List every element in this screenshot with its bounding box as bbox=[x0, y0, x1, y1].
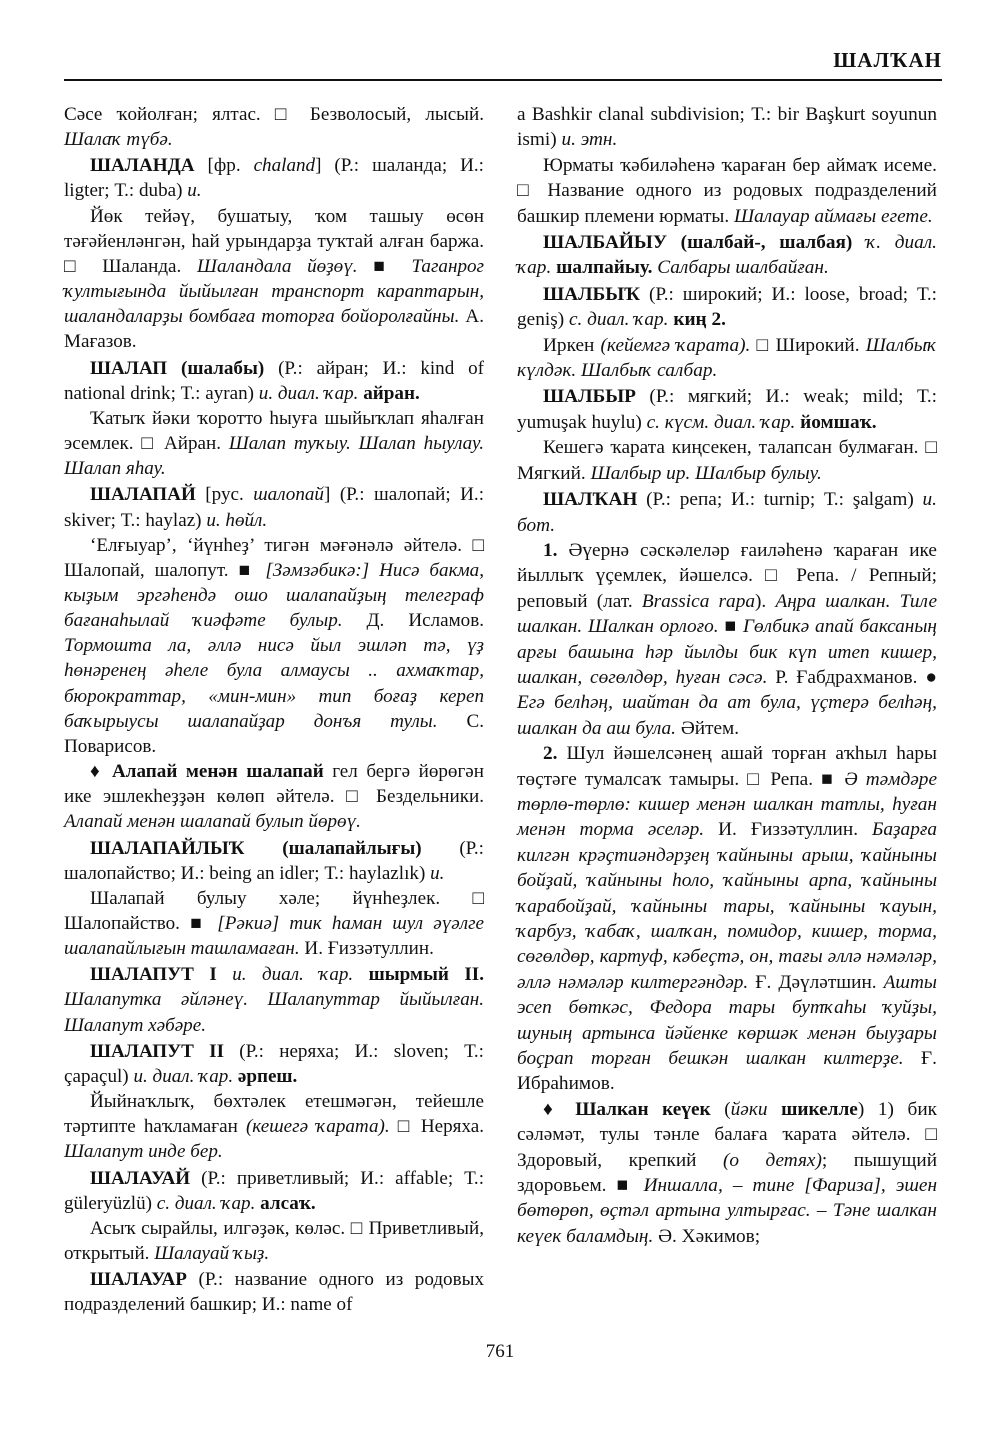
text-run: Йөк тейәү, бушатыу, ҡом ташыу өсөн тәғәйенләнгән, һай урындарҙа туҡтай алған баржа. □ Шаланда. bbox=[64, 205, 484, 277]
continued-paragraph bbox=[64, 102, 484, 152]
definition-paragraph bbox=[517, 741, 937, 1097]
bold-run: әрпеш. bbox=[233, 1065, 298, 1087]
text-run: Йыйнаҡлыҡ, бөхтәлек етешмәгән, тейешле тәртипте һаҡламаған bbox=[64, 1091, 484, 1138]
text-run: ] (Р.: шаланда; И.: ligter; Т.: duba) bbox=[64, 155, 484, 202]
italic-run: Таганрог ҡултығында йыйылған транспорт караптарын, шаландаларҙы бомбаға тоторға бойоролғайны. bbox=[64, 255, 484, 328]
italic-run: (кейемгә ҡарата). bbox=[600, 334, 751, 356]
headword: ШАЛАПАЙЛЫҠ (шалапайлығы) bbox=[90, 837, 422, 859]
dictionary-entry bbox=[517, 230, 937, 281]
text-run: Кешегә ҡарата киңсекен, талапсан булмаған. □ Мягкий. bbox=[517, 437, 937, 484]
bold-run: киң 2. bbox=[668, 309, 726, 331]
italic-run: Салбары шалбайған. bbox=[652, 257, 829, 279]
definition-paragraph bbox=[64, 759, 484, 834]
text-run: (Р.: название одного из родовых подразделений башкир; И.: name of bbox=[64, 1269, 484, 1316]
definition-paragraph bbox=[517, 1097, 937, 1249]
text-run: (Р.: широкий; И.: loose, broad; Т.: geniş) bbox=[517, 283, 937, 331]
text-run: Шул йәшелсәнең ашай торған аҡһыл һары төҫтәге тумалсаҡ тамыры. □ Репа. ■ bbox=[517, 743, 937, 790]
italic-run: Иншалла, – тине [Фариза], эшен бөтөрөп, өҫтәл артына ултырғас. – Тәне шалкан кеүек баламдың. bbox=[517, 1175, 938, 1247]
definition-paragraph bbox=[517, 538, 937, 741]
italic-run: Ә тәмдәре төрлө-төрлө: кишер менән шалкан татлы, һуған менән торма әселәр. bbox=[517, 768, 938, 841]
italic-run: и. bbox=[187, 180, 202, 202]
text-run: Шалапай булыу хәле; йүнһеҙлек. □ Шалопайство. ■ bbox=[64, 887, 484, 934]
dictionary-entry bbox=[64, 1166, 484, 1216]
italic-run: Шалап туҡыу. Шалап һыулау. Шалап яһау. bbox=[64, 433, 484, 480]
text-run: (Р.: шалопайство; И.: being an idler; Т.: haylazlık) bbox=[64, 837, 484, 884]
text-run: ; пышущий здоровьем. ■ bbox=[517, 1149, 938, 1197]
bold-run: 2. bbox=[543, 743, 558, 765]
italic-run: Аңра шалкан. Тиле шалкан. Шалкан орлоғо. bbox=[517, 590, 937, 638]
text-run: Сәсе ҡойолған; ялтас. □ Безволосый, лысый. bbox=[64, 104, 484, 125]
italic-run: Баҙарға килгән крәҫтиәндәрҙең ҡайныны арыш, ҡайныны бойҙай, ҡайныны һоло, ҡайныны арпа, ҡайныны ҡарабойҙай, ҡайныны тары, ҡайныны ҡауын, ҡарбуз, ҡабаҡ, шалҡан, помидор, кишер, торма, сөгөлдөр, картуф, кәбеҫтә, он, тағы әллә нәмәләр, әллә нәмәләр килтергәндәр. bbox=[517, 819, 937, 993]
italic-run: и. этн. bbox=[561, 129, 618, 151]
text-run: И. Ғиззәтуллин. bbox=[704, 819, 873, 841]
italic-run: chaland bbox=[253, 155, 316, 177]
italic-run: и. һөйл. bbox=[206, 509, 268, 531]
italic-run: Шалбыр ир. Шалбыр булыу. bbox=[590, 462, 822, 484]
left-column bbox=[64, 102, 484, 1318]
text-run: ). bbox=[754, 590, 776, 612]
dictionary-entry bbox=[517, 384, 937, 435]
definition-paragraph bbox=[64, 1089, 484, 1164]
bold-run: шырмый II. bbox=[353, 964, 484, 986]
text-run: Ә. Хәкимов; bbox=[653, 1225, 761, 1247]
definition-paragraph bbox=[517, 333, 937, 384]
text-run: А. Мағазов. bbox=[64, 306, 484, 353]
italic-run: Шалапут инде бер. bbox=[64, 1141, 223, 1163]
italic-run: Алапай менән шалапай булып йөрөү. bbox=[64, 811, 361, 833]
text-run: гел бергә йөрөгән ике эшлекһеҙҙән көлөп әйтелә. □ Бездельники. bbox=[64, 761, 484, 808]
italic-run: и. бот. bbox=[517, 489, 937, 536]
headword: ШАЛАПАЙ bbox=[90, 484, 196, 506]
page-guide-word: ШАЛҠАН bbox=[833, 48, 942, 72]
headword: Алапай менән шалапай bbox=[112, 761, 324, 783]
italic-run: Шалапутка әйләнеү. Шалапуттар йыйылған. Шалапут хәбәре. bbox=[64, 989, 484, 1036]
text-run: (Р.: айран; И.: kind of national drink; Т.: ayran) bbox=[64, 357, 485, 404]
italic-run: [Рәкиә] тик һаман шул әүәлге шалапайлығын ташламаған. bbox=[64, 913, 485, 960]
definition-paragraph bbox=[517, 435, 937, 486]
right-column bbox=[517, 102, 937, 1249]
dictionary-entry bbox=[517, 487, 937, 538]
text-run: [рус. bbox=[195, 484, 254, 506]
text-run: ♦ bbox=[90, 761, 112, 783]
italic-run: Гөлбикә апай баксаның арғы башына һәр йылды бик күп итеп кишер, шалкан, сөгөлдөр, һуған сәсә. bbox=[517, 616, 937, 688]
text-run: [фр. bbox=[194, 155, 254, 177]
italic-run: Brassica rapa bbox=[641, 590, 755, 612]
headword: ШАЛАПУТ I bbox=[90, 964, 217, 986]
text-run: Ғ. Дәүләтшин. bbox=[748, 971, 884, 993]
text-run: Иркен bbox=[543, 334, 601, 356]
italic-run: и. диал. ҡар. bbox=[258, 382, 359, 404]
definition-paragraph bbox=[64, 886, 484, 961]
continued-paragraph bbox=[517, 102, 937, 153]
headword: ШАЛБЫҠ bbox=[543, 283, 641, 305]
header-rule bbox=[64, 79, 942, 81]
text-run: ■ bbox=[357, 255, 412, 277]
dictionary-entry bbox=[64, 356, 484, 406]
italic-run: Егә белһәң, шайтан да ат була, үҫтерә белһәң, шалкан да аш була. bbox=[517, 692, 937, 739]
bold-run: шалпайыу. bbox=[551, 257, 653, 279]
definition-paragraph bbox=[517, 153, 937, 229]
italic-run: с. диал. ҡар. bbox=[156, 1192, 256, 1214]
text-run: (Р.: репа; И.: turnip; Т.: şalgam) bbox=[637, 489, 923, 511]
text-run: Ҡатыҡ йәки ҡоротто һыуға шыйыҡлап яһалған эсемлек. □ Айран. bbox=[64, 407, 484, 455]
dictionary-entry bbox=[64, 1267, 484, 1317]
text-run: ■ bbox=[718, 616, 744, 638]
italic-run: ҡ. диал. ҡар. bbox=[517, 232, 937, 279]
headword: ШАЛАУАР bbox=[90, 1269, 187, 1291]
text-run: И. Ғиззәтуллин. bbox=[299, 938, 434, 960]
definition-paragraph bbox=[64, 1216, 484, 1266]
text-run: Д. Исламов. bbox=[342, 610, 484, 632]
headword: ШАЛБАЙЫУ (шалбай-, шалбая) bbox=[543, 232, 853, 254]
text-run: (Р.: приветливый; И.: affable; Т.: güleryüzlü) bbox=[64, 1167, 484, 1214]
headword: ШАЛАПУТ II bbox=[90, 1040, 225, 1062]
headword: ШАЛБЫР bbox=[543, 386, 636, 408]
bold-run: 1. bbox=[543, 539, 558, 561]
italic-run: Шаландала йөҙөү. bbox=[197, 255, 358, 277]
italic-run: Тормошта ла, әллә нисә йыл эшләп тә, үҙ һөнәренең әһеле була алмаусы .. ахмаҡтар, бюрократтар, «мин-мин» тип боғаҙ кереп баҡырыусы шалапайҙар донъя тулы. bbox=[64, 635, 484, 732]
headword: ШАЛАНДА bbox=[90, 155, 195, 177]
dictionary-entry bbox=[517, 282, 937, 333]
dictionary-entry bbox=[64, 962, 484, 1037]
bold-run: йомшаҡ. bbox=[795, 411, 877, 433]
text-run: Асыҡ сырайлы, илгәҙәк, көләс. □ Приветливый, открытый. bbox=[64, 1217, 484, 1265]
page-number: 761 bbox=[485, 1341, 515, 1362]
text-run: ) 1) бик сәләмәт, тулы тәнле балаға ҡарата әйтелә. □ Здоровый, крепкий bbox=[517, 1098, 938, 1171]
headword: ШАЛАП (шалабы) bbox=[90, 357, 265, 379]
italic-run: и. bbox=[430, 862, 445, 884]
text-run: □ Неряха. bbox=[389, 1116, 484, 1138]
dictionary-entry bbox=[64, 1039, 484, 1089]
text-run: С. Поварисов. bbox=[64, 710, 484, 757]
bold-run: алсаҡ. bbox=[255, 1192, 316, 1214]
italic-run: Шалбыҡ күлдәк. Шалбыҡ салбар. bbox=[517, 334, 938, 382]
text-run: Юрматы ҡәбиләһенә ҡараған бер аймаҡ исеме. □ Название одного из родовых подразделений башкир племени юрматы. bbox=[517, 154, 937, 227]
text-run: ♦ bbox=[543, 1098, 576, 1120]
italic-run: и. диал. ҡар. bbox=[216, 964, 354, 986]
headword: Шалкан кеүек bbox=[575, 1098, 711, 1120]
headword: шикелле bbox=[767, 1098, 858, 1120]
definition-paragraph bbox=[64, 204, 484, 355]
italic-run: с. күсм. диал. ҡар. bbox=[646, 411, 796, 433]
text-run: (Р.: неряха; И.: sloven; Т.: çapaçul) bbox=[64, 1040, 484, 1087]
italic-run: Шалаҡ түбә. bbox=[64, 129, 173, 151]
definition-paragraph bbox=[64, 533, 484, 759]
dictionary-entry bbox=[64, 836, 484, 886]
text-run: Әүернә сәскәлеләр ғаиләһенә ҡараған ике йыллыҡ үҫемлек, йәшелсә. □ Репа. / Репный; реповый (лат. bbox=[517, 539, 937, 612]
dictionary-entry bbox=[64, 482, 484, 532]
italic-run: с. диал. ҡар. bbox=[568, 309, 669, 331]
text-run: □ Широкий. bbox=[750, 334, 866, 356]
italic-run: (о детях) bbox=[722, 1149, 822, 1171]
text-run: ( bbox=[710, 1098, 731, 1120]
text-run: Ғ. Ибраһимов. bbox=[517, 1048, 938, 1095]
text-run: Р. Ғабдрахманов. ● bbox=[767, 666, 938, 688]
text-run: Әйтем. bbox=[676, 717, 740, 739]
bold-run: айран. bbox=[358, 382, 420, 404]
headword: ШАЛАУАЙ bbox=[90, 1167, 191, 1189]
text-run: a Bashkir clanal subdivision; Т.: bir Başkurt soyunun ismi) bbox=[517, 104, 937, 151]
dictionary-entry bbox=[64, 153, 484, 203]
text-run: (Р.: мягкий; И.: weak; mild; Т.: yumuşak huylu) bbox=[517, 386, 937, 433]
text-run: ‘Елғыуар’, ‘йүнһеҙ’ тигән мәғәнәлә әйтелә. □ Шалопай, шалопут. ■ bbox=[64, 534, 484, 581]
italic-run: шалопай bbox=[253, 484, 324, 506]
italic-run: Ашты эсеп бөткәс, Федора тары бутҡаһы ҡуйҙы, шуның артынса йәйенке көршәк менән быуҙары боҫрап торған бешкән шалкан килтерҙе. bbox=[517, 971, 937, 1070]
italic-run: (кешегә ҡарата). bbox=[245, 1116, 390, 1138]
italic-run: йәки bbox=[730, 1098, 768, 1120]
italic-run: [Зәмзәбикә:] Нисә бакма, кыҙым эргәһендә ошо шалапайҙың телеграф бағанаһылай ҡиәфәте булыр. bbox=[64, 559, 485, 632]
text-run: ] (Р.: шалопай; И.: skiver; Т.: haylaz) bbox=[64, 484, 484, 531]
definition-paragraph bbox=[64, 406, 484, 481]
italic-run: Шалауай ҡыҙ. bbox=[154, 1243, 270, 1265]
headword: ШАЛҠАН bbox=[543, 489, 638, 511]
italic-run: Шалауар аймағы егете. bbox=[733, 205, 933, 227]
italic-run: и. диал. ҡар. bbox=[133, 1065, 234, 1087]
